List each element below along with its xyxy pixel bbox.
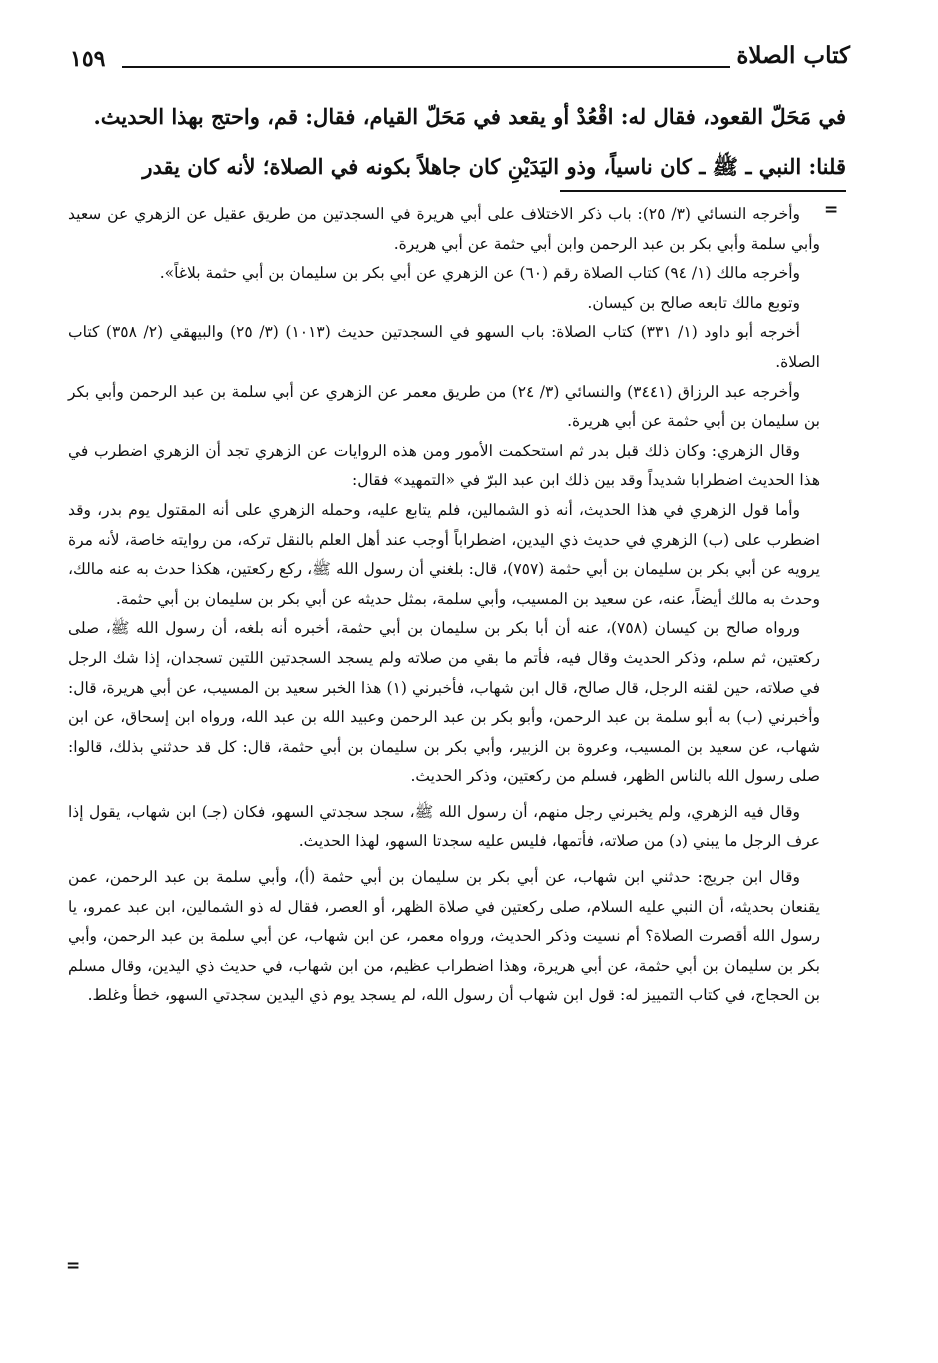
running-title: كتاب الصلاة xyxy=(736,42,850,69)
footnote-paragraph: وتوبع مالك تابعه صالح بن كيسان. xyxy=(587,293,800,312)
footnote-separator xyxy=(560,190,846,192)
footnote-paragraph: وقال الزهري: وكان ذلك قبل بدر ثم استحكمت الأمور ومن هذه الروايات عن الزهري تجد أن الزهري اضطرب في هذا الحديث اضطرابا شديداً وقد بين ذلك ابن عبد البرّ في «التمهيد» فقال: xyxy=(68,441,820,490)
footnote-paragraph: أخرجه أبو داود (١/ ٣٣١) كتاب الصلاة: باب السهو في السجدتين حديث (١٠١٣) (٣/ ٢٥) والبيهقي (٢/ ٣٥٨) كتاب الصلاة. xyxy=(68,323,820,371)
footnote-paragraph: وقال ابن جريج: حدثني ابن شهاب، عن أبي بكر بن سليمان بن أبي حثمة (أ)، وأبي سلمة بن عبد الرحمن، عمن يقنعان بحديثه، أن النبي عليه السلام، صلى ركعتين في صلاة الظهر، أو العصر، فقال له ذو الشمالين، ابن عبد عمرو، يا رسول الله أقصرت الصلاة؟ أم نسيت وذكر الحديث، ورواه معمر، عن ابن شهاب، عن أبي سلمة بن عبد الرحمن، وأبي بكر بن سليمان بن أبي حثمة، عن أبي هريرة، وهذا اضطراب عظيم، من ابن شهاب، في حديث ذي اليدين، وقال مسلم بن الحجاج، في كتاب التمييز له: قول ابن شهاب أن رسول الله، لم يسجد يوم ذي اليدين سجدتي السهو، خطأ وغلط. xyxy=(68,868,820,1005)
continuation-mark-top: = xyxy=(824,200,839,220)
footnote-paragraph: ورواه صالح بن كيسان (٧٥٨)، عنه أن أبا بكر بن سليمان بن أبي حثمة، أخبره أنه بلغه، أن رسول الله ﷺ، صلى ركعتين، ثم سلم، وذكر الحديث وقال فيه، فأتم ما بقي من صلاته ولم يسجد السجدتين اللتين تسجدان، إذا شك الرجل في صلاته، حين لقنه الرجل، قال صالح، قال ابن شهاب، فأخبرني (١) هذا الخبر سعيد بن المسيب، عن أبي هريرة، قال: وأخبرني (ب) به أبو سلمة بن عبد الرحمن، وأبو بكر بن عبد الرحمن وعبيد الله بن عبد الله، ورواه ابن إسحاق، عن ابن شهاب، عن سعيد بن المسيب، وعروة بن الزبير، وأبي بكر بن سليمان بن أبي حثمة، قال: كل قد حدثني بذلك، قالوا: صلى رسول الله بالناس الظهر، فسلم من ركعتين، وذكر الحديث. xyxy=(68,619,820,786)
footnote-paragraph: وأخرجه عبد الرزاق (٣٤٤١) والنسائي (٣/ ٢٤) من طريق معمر عن الزهري عن أبي سلمة بن عبد الرحمن وأبي بكر بن سليمان بن أبي حثمة عن أبي هريرة. xyxy=(68,382,820,431)
main-paragraph: قلنا: النبي ـ ﷺ ـ كان ناسياً، وذو اليَدَيْنِ كان جاهلاً بكونه في الصلاة؛ لأنه كان يقدر xyxy=(142,154,846,179)
footnote-paragraph: وأخرجه مالك (١/ ٩٤) كتاب الصلاة رقم (٦٠) عن الزهري عن أبي بكر بن سليمان بن أبي حثمة بلاغاً». xyxy=(159,264,800,283)
continuation-mark-bottom: = xyxy=(66,1256,81,1276)
page-number: ١٥٩ xyxy=(70,46,106,72)
main-text xyxy=(58,92,846,192)
footnote-paragraph: وأخرجه النسائي (٣/ ٢٥): باب ذكر الاختلاف على أبي هريرة في السجدتين من طريق عقيل عن الزهري عن سعيد وأبي سلمة وأبي بكر بن عبد الرحمن وابن أبي حثمة عن أبي هريرة. xyxy=(68,205,820,253)
main-paragraph: في مَحَلّ القعود، فقال له: اقْعُدْ أو يقعد في مَحَلّ القيام، فقال: قم، واحتج بهذا الحديث. xyxy=(93,104,846,129)
header-rule xyxy=(122,66,730,68)
footnote-paragraph: وقال فيه الزهري، ولم يخبرني رجل منهم، أن رسول الله ﷺ، سجد سجدتي السهو، فكان (جـ) ابن شهاب، يقول إذا عرف الرجل ما يبني (د) من صلاته، فأتمها، فليس عليه سجدتا السهو، لهذا الحديث. xyxy=(68,802,820,851)
footnotes xyxy=(68,200,820,1011)
footnote-paragraph: وأما قول الزهري في هذا الحديث، أنه ذو الشمالين، فلم يتابع عليه، وحمله الزهري على أنه المقتول يوم بدر، وقد اضطرب على (ب) الزهري في حديث ذي اليدين، اضطراباً أوجب عند أهل العلم بالنقل تركه، من روايته خاصة، لأنه مرة يرويه عن أبي بكر بن سليمان بن أبي حثمة (٧٥٧)، قال: بلغني أن رسول الله ﷺ، ركع ركعتين، هكذا حدث به عنه مالك، وحدث به مالك أيضاً، عنه، عن سعيد بن المسيب، وأبي سلمة، بمثل حديثه عن أبي بكر بن سليمان بن أبي حثمة. xyxy=(68,500,820,608)
page-header xyxy=(70,42,850,86)
